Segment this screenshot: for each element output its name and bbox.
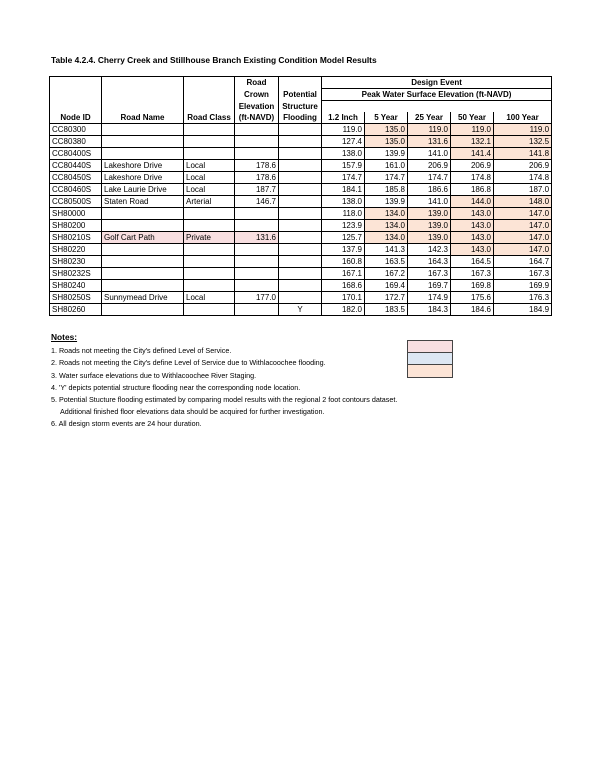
road-class-cell bbox=[184, 268, 235, 280]
elevation-cell: 139.0 bbox=[408, 220, 451, 232]
structure-flooding-cell bbox=[279, 220, 322, 232]
elevation-cell: 184.1 bbox=[322, 184, 365, 196]
road-name-cell bbox=[102, 244, 184, 256]
elevation-cell: 174.9 bbox=[408, 292, 451, 304]
elevation-cell: 141.0 bbox=[408, 148, 451, 160]
header-class-blank bbox=[184, 77, 235, 89]
elevation-cell: 119.0 bbox=[451, 124, 494, 136]
header-node-id: Node ID bbox=[50, 112, 102, 124]
notes-heading: Notes: bbox=[51, 332, 78, 342]
elevation-cell: 141.8 bbox=[494, 148, 552, 160]
elevation-cell: 132.1 bbox=[451, 136, 494, 148]
structure-flooding-cell bbox=[279, 148, 322, 160]
elevation-cell: 138.0 bbox=[322, 148, 365, 160]
header-peak-elevation: Peak Water Surface Elevation (ft-NAVD) bbox=[322, 89, 552, 101]
elevation-cell: 123.9 bbox=[322, 220, 365, 232]
elevation-cell: 168.6 bbox=[322, 280, 365, 292]
node-id-cell: CC80500S bbox=[50, 196, 102, 208]
road-name-cell bbox=[102, 124, 184, 136]
road-class-cell bbox=[184, 136, 235, 148]
elevation-cell: 138.0 bbox=[322, 196, 365, 208]
elevation-cell: 169.7 bbox=[408, 280, 451, 292]
road-name-cell bbox=[102, 220, 184, 232]
road-class-cell: Local bbox=[184, 160, 235, 172]
notes-section bbox=[51, 331, 397, 431]
note-3: 3. Water surface elevations due to Withlacoochee River Staging. bbox=[51, 370, 257, 380]
elevation-cell: 174.8 bbox=[494, 172, 552, 184]
structure-flooding-cell bbox=[279, 172, 322, 184]
elevation-cell: 161.0 bbox=[365, 160, 408, 172]
table-body bbox=[50, 124, 552, 316]
node-id-cell: SH80000 bbox=[50, 208, 102, 220]
elevation-cell: 164.7 bbox=[494, 256, 552, 268]
structure-flooding-cell bbox=[279, 232, 322, 244]
elevation-cell: 143.0 bbox=[451, 244, 494, 256]
table-row bbox=[50, 232, 552, 244]
table-row bbox=[50, 268, 552, 280]
elevation-cell: 167.1 bbox=[322, 268, 365, 280]
road-crown-cell bbox=[235, 220, 279, 232]
road-crown-cell bbox=[235, 256, 279, 268]
road-crown-cell: 177.0 bbox=[235, 292, 279, 304]
table-row bbox=[50, 256, 552, 268]
road-name-cell bbox=[102, 304, 184, 316]
road-crown-cell: 131.6 bbox=[235, 232, 279, 244]
structure-flooding-cell bbox=[279, 124, 322, 136]
elevation-cell: 187.0 bbox=[494, 184, 552, 196]
elevation-cell: 183.5 bbox=[365, 304, 408, 316]
elevation-cell: 137.9 bbox=[322, 244, 365, 256]
elevation-cell: 131.6 bbox=[408, 136, 451, 148]
header-road-class: Road Class bbox=[184, 112, 235, 124]
elevation-cell: 134.0 bbox=[365, 232, 408, 244]
results-table bbox=[49, 76, 552, 316]
road-crown-cell: 178.6 bbox=[235, 172, 279, 184]
table-header bbox=[50, 77, 552, 124]
road-class-cell: Local bbox=[184, 172, 235, 184]
node-id-cell: SH80220 bbox=[50, 244, 102, 256]
elevation-cell: 119.0 bbox=[322, 124, 365, 136]
header-potential-line2: Structure bbox=[279, 101, 322, 113]
node-id-cell: CC80400S bbox=[50, 148, 102, 160]
elevation-cell: 132.5 bbox=[494, 136, 552, 148]
road-class-cell bbox=[184, 280, 235, 292]
road-name-cell bbox=[102, 256, 184, 268]
road-class-cell bbox=[184, 244, 235, 256]
header-potential-blank bbox=[279, 77, 322, 89]
road-crown-cell bbox=[235, 136, 279, 148]
elevation-cell: 169.8 bbox=[451, 280, 494, 292]
elevation-cell: 143.0 bbox=[451, 208, 494, 220]
elevation-cell: 174.8 bbox=[451, 172, 494, 184]
elevation-cell: 119.0 bbox=[408, 124, 451, 136]
header-crown-line3: Elevation bbox=[235, 101, 279, 113]
table-row bbox=[50, 124, 552, 136]
road-name-cell bbox=[102, 280, 184, 292]
elevation-cell: 172.7 bbox=[365, 292, 408, 304]
header-event-1: 1.2 Inch bbox=[322, 112, 365, 124]
header-road-blank bbox=[102, 77, 184, 89]
road-crown-cell bbox=[235, 244, 279, 256]
elevation-cell: 167.3 bbox=[451, 268, 494, 280]
table-row bbox=[50, 136, 552, 148]
elevation-cell: 127.4 bbox=[322, 136, 365, 148]
node-id-cell: CC80450S bbox=[50, 172, 102, 184]
elevation-cell: 125.7 bbox=[322, 232, 365, 244]
road-class-cell bbox=[184, 256, 235, 268]
elevation-cell: 134.0 bbox=[365, 208, 408, 220]
elevation-cell: 174.7 bbox=[365, 172, 408, 184]
table-row bbox=[50, 220, 552, 232]
road-name-cell: Lake Laurie Drive bbox=[102, 184, 184, 196]
elevation-cell: 169.9 bbox=[494, 280, 552, 292]
header-potential-line1: Potential bbox=[279, 89, 322, 101]
road-crown-cell bbox=[235, 124, 279, 136]
elevation-cell: 176.3 bbox=[494, 292, 552, 304]
header-crown-line4: (ft-NAVD) bbox=[235, 112, 279, 124]
structure-flooding-cell bbox=[279, 244, 322, 256]
note-5-continued: Additional finished floor elevations data should be acquired for further investigation. bbox=[60, 407, 325, 417]
elevation-cell: 169.4 bbox=[365, 280, 408, 292]
elevation-cell: 147.0 bbox=[494, 232, 552, 244]
elevation-cell: 206.9 bbox=[494, 160, 552, 172]
road-class-cell: Arterial bbox=[184, 196, 235, 208]
elevation-cell: 142.3 bbox=[408, 244, 451, 256]
road-class-cell bbox=[184, 124, 235, 136]
structure-flooding-cell bbox=[279, 268, 322, 280]
elevation-cell: 167.3 bbox=[494, 268, 552, 280]
elevation-cell: 206.9 bbox=[451, 160, 494, 172]
elevation-cell: 144.0 bbox=[451, 196, 494, 208]
table-row bbox=[50, 172, 552, 184]
node-id-cell: SH80200 bbox=[50, 220, 102, 232]
road-class-cell: Private bbox=[184, 232, 235, 244]
elevation-cell: 184.9 bbox=[494, 304, 552, 316]
elevation-cell: 143.0 bbox=[451, 220, 494, 232]
road-class-cell bbox=[184, 304, 235, 316]
note-4: 4. 'Y' depicts potential structure flooding near the corresponding node location. bbox=[51, 382, 301, 392]
elevation-cell: 186.8 bbox=[451, 184, 494, 196]
road-crown-cell bbox=[235, 148, 279, 160]
structure-flooding-cell bbox=[279, 184, 322, 196]
elevation-cell: 175.6 bbox=[451, 292, 494, 304]
table-title: Table 4.2.4. Cherry Creek and Stillhouse Branch Existing Condition Model Results bbox=[51, 55, 377, 65]
elevation-cell: 139.9 bbox=[365, 196, 408, 208]
elevation-cell: 164.5 bbox=[451, 256, 494, 268]
header-event-4: 50 Year bbox=[451, 112, 494, 124]
node-id-cell: CC80440S bbox=[50, 160, 102, 172]
structure-flooding-cell: Y bbox=[279, 304, 322, 316]
elevation-cell: 170.1 bbox=[322, 292, 365, 304]
elevation-cell: 174.7 bbox=[408, 172, 451, 184]
table-row bbox=[50, 280, 552, 292]
elevation-cell: 182.0 bbox=[322, 304, 365, 316]
road-name-cell bbox=[102, 148, 184, 160]
road-crown-cell bbox=[235, 304, 279, 316]
elevation-cell: 163.5 bbox=[365, 256, 408, 268]
table-row bbox=[50, 160, 552, 172]
road-crown-cell: 146.7 bbox=[235, 196, 279, 208]
node-id-cell: SH80210S bbox=[50, 232, 102, 244]
node-id-cell: SH80240 bbox=[50, 280, 102, 292]
road-name-cell: Lakeshore Drive bbox=[102, 160, 184, 172]
road-class-cell bbox=[184, 208, 235, 220]
node-id-cell: SH80232S bbox=[50, 268, 102, 280]
header-event-3: 25 Year bbox=[408, 112, 451, 124]
elevation-cell: 167.2 bbox=[365, 268, 408, 280]
elevation-cell: 147.0 bbox=[494, 208, 552, 220]
elevation-cell: 160.8 bbox=[322, 256, 365, 268]
node-id-cell: SH80250S bbox=[50, 292, 102, 304]
road-name-cell bbox=[102, 136, 184, 148]
header-node-blank bbox=[50, 77, 102, 89]
table-row bbox=[50, 148, 552, 160]
legend-swatch-note-3 bbox=[407, 364, 453, 378]
road-name-cell: Staten Road bbox=[102, 196, 184, 208]
elevation-cell: 141.0 bbox=[408, 196, 451, 208]
header-road-name: Road Name bbox=[102, 112, 184, 124]
elevation-cell: 139.9 bbox=[365, 148, 408, 160]
elevation-cell: 143.0 bbox=[451, 232, 494, 244]
note-2: 2. Roads not meeting the City's define Level of Service due to Withlacoochee flooding. bbox=[51, 358, 326, 368]
road-name-cell bbox=[102, 208, 184, 220]
node-id-cell: CC80460S bbox=[50, 184, 102, 196]
structure-flooding-cell bbox=[279, 136, 322, 148]
elevation-cell: 167.3 bbox=[408, 268, 451, 280]
road-crown-cell bbox=[235, 208, 279, 220]
road-class-cell bbox=[184, 148, 235, 160]
header-crown-line2: Crown bbox=[235, 89, 279, 101]
table-row bbox=[50, 244, 552, 256]
note-1: 1. Roads not meeting the City's defined Level of Service. bbox=[51, 346, 232, 356]
elevation-cell: 139.0 bbox=[408, 208, 451, 220]
structure-flooding-cell bbox=[279, 208, 322, 220]
road-name-cell: Lakeshore Drive bbox=[102, 172, 184, 184]
node-id-cell: CC80380 bbox=[50, 136, 102, 148]
elevation-cell: 119.0 bbox=[494, 124, 552, 136]
elevation-cell: 164.3 bbox=[408, 256, 451, 268]
header-crown-line1: Road bbox=[235, 77, 279, 89]
table-row bbox=[50, 196, 552, 208]
road-name-cell: Golf Cart Path bbox=[102, 232, 184, 244]
table-row bbox=[50, 304, 552, 316]
elevation-cell: 141.3 bbox=[365, 244, 408, 256]
road-crown-cell bbox=[235, 280, 279, 292]
elevation-cell: 135.0 bbox=[365, 136, 408, 148]
elevation-cell: 174.7 bbox=[322, 172, 365, 184]
structure-flooding-cell bbox=[279, 256, 322, 268]
road-name-cell bbox=[102, 268, 184, 280]
elevation-cell: 206.9 bbox=[408, 160, 451, 172]
structure-flooding-cell bbox=[279, 280, 322, 292]
elevation-cell: 134.0 bbox=[365, 220, 408, 232]
road-class-cell: Local bbox=[184, 292, 235, 304]
road-crown-cell: 187.7 bbox=[235, 184, 279, 196]
elevation-cell: 157.9 bbox=[322, 160, 365, 172]
road-name-cell: Sunnymead Drive bbox=[102, 292, 184, 304]
header-event-2: 5 Year bbox=[365, 112, 408, 124]
elevation-cell: 185.8 bbox=[365, 184, 408, 196]
elevation-cell: 141.4 bbox=[451, 148, 494, 160]
table-row bbox=[50, 208, 552, 220]
elevation-cell: 147.0 bbox=[494, 244, 552, 256]
elevation-cell: 147.0 bbox=[494, 220, 552, 232]
elevation-cell: 186.6 bbox=[408, 184, 451, 196]
table-row bbox=[50, 184, 552, 196]
elevation-cell: 184.6 bbox=[451, 304, 494, 316]
elevation-cell: 139.0 bbox=[408, 232, 451, 244]
note-6: 6. All design storm events are 24 hour duration. bbox=[51, 419, 202, 429]
node-id-cell: SH80230 bbox=[50, 256, 102, 268]
elevation-cell: 118.0 bbox=[322, 208, 365, 220]
road-crown-cell bbox=[235, 268, 279, 280]
table-row bbox=[50, 292, 552, 304]
header-design-event: Design Event bbox=[322, 77, 552, 89]
node-id-cell: SH80260 bbox=[50, 304, 102, 316]
header-event-5: 100 Year bbox=[494, 112, 552, 124]
road-crown-cell: 178.6 bbox=[235, 160, 279, 172]
structure-flooding-cell bbox=[279, 292, 322, 304]
node-id-cell: CC80300 bbox=[50, 124, 102, 136]
road-class-cell: Local bbox=[184, 184, 235, 196]
elevation-cell: 184.3 bbox=[408, 304, 451, 316]
road-class-cell bbox=[184, 220, 235, 232]
elevation-cell: 135.0 bbox=[365, 124, 408, 136]
structure-flooding-cell bbox=[279, 160, 322, 172]
note-5: 5. Potential Stucture flooding estimated by comparing model results with the regional 2 foot contours dataset. bbox=[51, 395, 398, 405]
elevation-cell: 148.0 bbox=[494, 196, 552, 208]
header-potential-line3: Flooding bbox=[279, 112, 322, 124]
structure-flooding-cell bbox=[279, 196, 322, 208]
